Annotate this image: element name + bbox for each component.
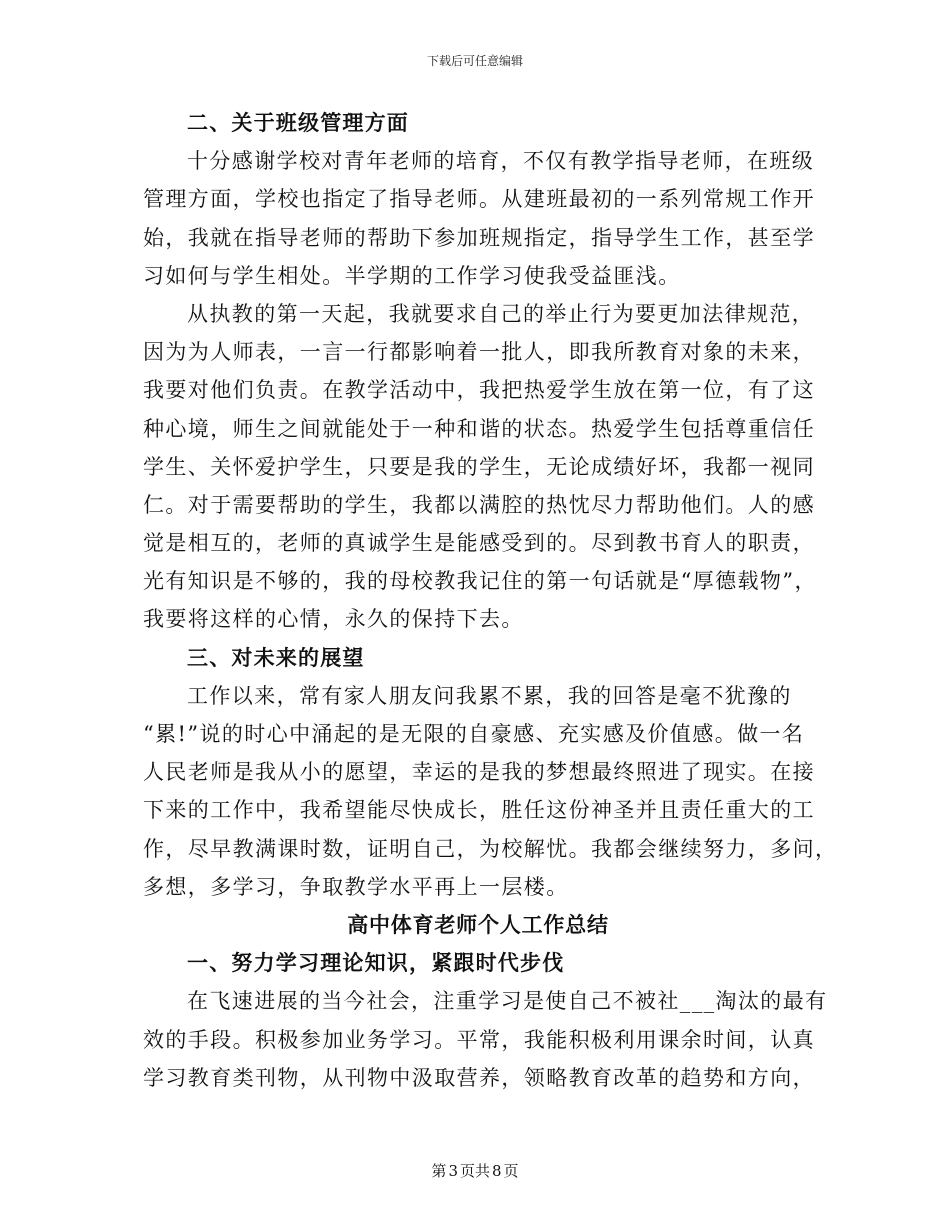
paragraph-line: 我要对他们负责。在教学活动中，我把热爱学生放在第一位，有了这 <box>143 378 815 403</box>
paragraph-line: 因为为人师表，一言一行都影响着一批人，即我所教育对象的未来， <box>143 340 815 365</box>
paragraph-line: 学习教育类刊物，从刊物中汲取营养，领略教育改革的趋势和方向， <box>143 1065 815 1090</box>
paragraph-line: 习如何与学生相处。半学期的工作学习使我受益匪浅。 <box>143 263 681 288</box>
paragraph-line: 作，尽早教满课时数，证明自己，为校解忧。我都会继续努力，多问， <box>143 836 838 861</box>
page-number: 3 <box>448 1162 458 1180</box>
section-heading-theory-study: 一、努力学习理论知识，紧跟时代步伐 <box>187 950 565 976</box>
paragraph-line: 在飞速进展的当今社会，注重学习是使自己不被社___淘汰的最有 <box>187 989 828 1014</box>
paragraph-line: 工作以来，常有家人朋友问我累不累，我的回答是毫不犹豫的 <box>187 683 792 708</box>
paragraph-line: 效的手段。积极参加业务学习。平常，我能积极利用课余时间，认真 <box>143 1027 815 1052</box>
page-suffix: 页 <box>503 1162 519 1180</box>
paragraph-line: 我要将这样的心情，永久的保持下去。 <box>143 607 524 632</box>
page-header-note: 下载后可任意编辑 <box>426 54 523 68</box>
document-body <box>143 104 838 1097</box>
paragraph-line: “累!”说的时心中涌起的是无限的自豪感、充实感及价值感。做一名 <box>143 722 805 746</box>
paragraph-line: 光有知识是不够的，我的母校教我记住的第一句话就是“厚德载物”， <box>143 569 817 594</box>
page-total: 8 <box>492 1162 502 1180</box>
paragraph-line: 十分感谢学校对青年老师的培育，不仅有教学指导老师，在班级 <box>187 149 815 174</box>
paragraph-line: 多想，多学习，争取教学水平再上一层楼。 <box>143 874 569 899</box>
page-footer <box>0 1160 950 1181</box>
paragraph-line: 从执教的第一天起，我就要求自己的举止行为要更加法律规范， <box>187 301 815 326</box>
section-heading-future-outlook: 三、对未来的展望 <box>187 644 365 670</box>
paragraph-line: 下来的工作中，我希望能尽快成长，胜任这份神圣并且责任重大的工 <box>143 798 815 823</box>
paragraph-line: 始，我就在指导老师的帮助下参加班规指定，指导学生工作，甚至学 <box>143 225 815 250</box>
page-middle: 页共 <box>459 1162 490 1180</box>
paragraph-line: 种心境，师生之间就能处于一种和谐的状态。热爱学生包括尊重信任 <box>143 416 815 441</box>
paragraph-line: 学生、关怀爱护学生，只要是我的学生，无论成绩好坏，我都一视同 <box>143 454 815 479</box>
paragraph-line: 觉是相互的，老师的真诚学生是能感受到的。尽到教书育人的职责， <box>143 531 815 556</box>
paragraph-line: 仁。对于需要帮助的学生，我都以满腔的热忱尽力帮助他们。人的感 <box>143 492 815 517</box>
section-heading-class-management: 二、关于班级管理方面 <box>187 110 409 135</box>
paragraph-line: 人民老师是我从小的愿望，幸运的是我的梦想最终照进了现实。在接 <box>143 760 815 785</box>
paragraph-line: 管理方面，学校也指定了指导老师。从建班最初的一系列常规工作开 <box>143 187 815 212</box>
document-title: 高中体育老师个人工作总结 <box>347 911 609 937</box>
page-prefix: 第 <box>431 1162 447 1180</box>
